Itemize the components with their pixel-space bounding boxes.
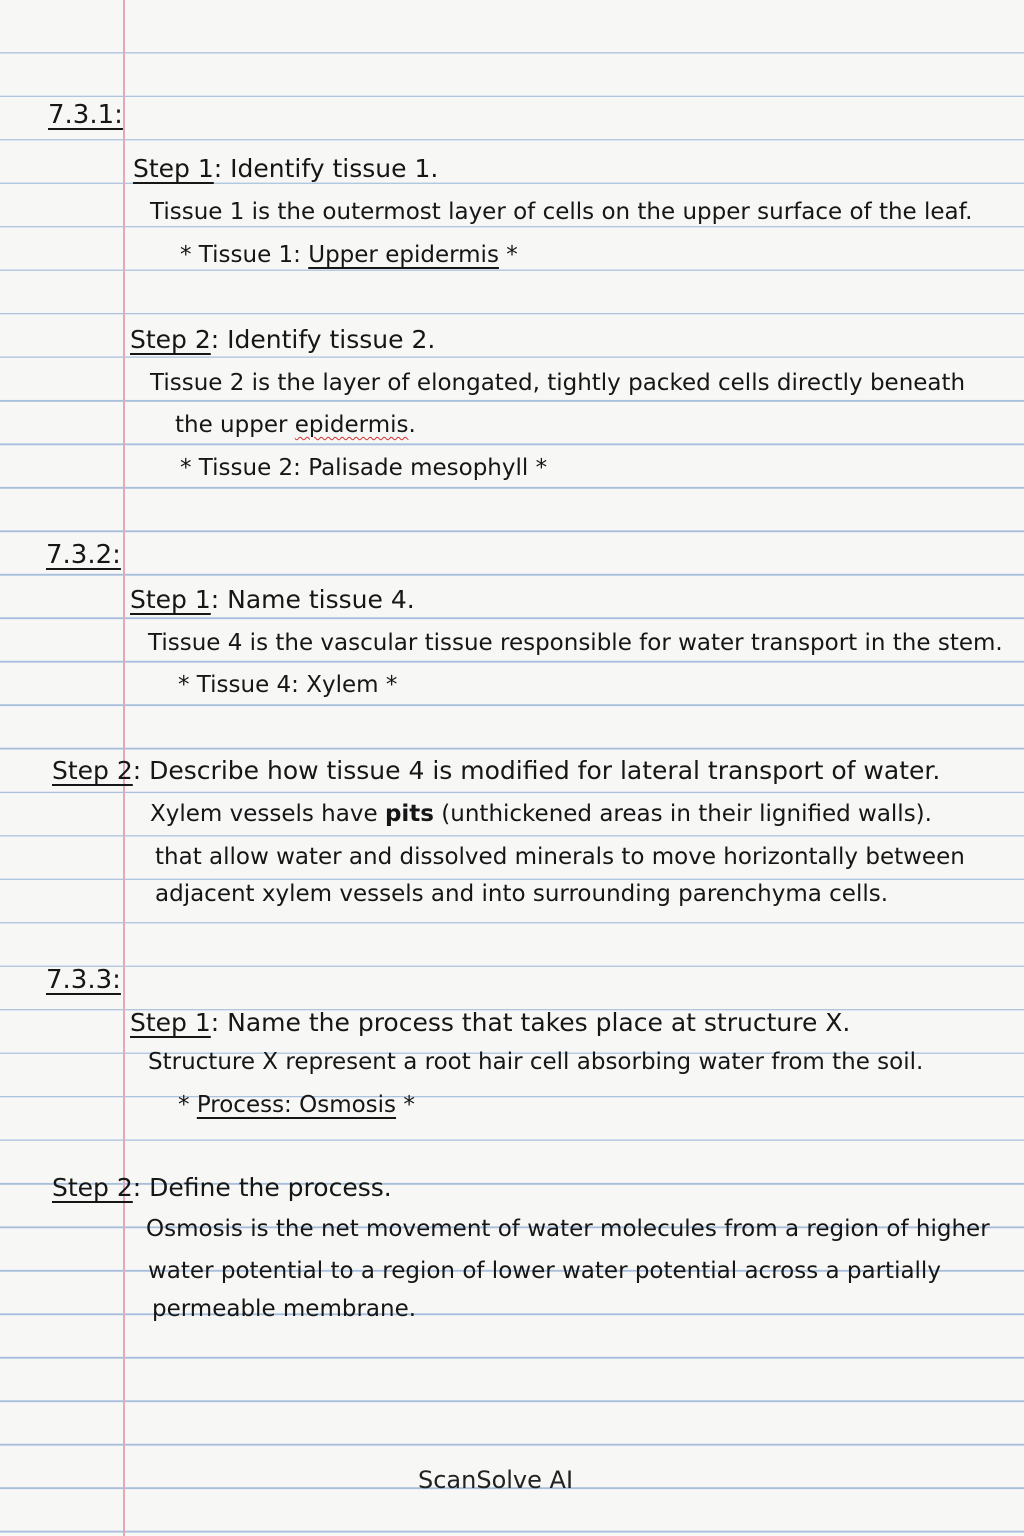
answer-line: * Tissue 2: Palisade mesophyll *: [180, 455, 548, 481]
answer-line: * Tissue 4: Xylem *: [178, 672, 398, 698]
step-line: [52, 1175, 392, 1200]
body-line: Tissue 4 is the vascular tissue responsible for water transport in the stem.: [148, 630, 1003, 656]
emphasis-word: pits: [384, 801, 434, 827]
spellcheck-word: epidermis: [294, 412, 409, 438]
answer-suffix: *: [498, 242, 518, 268]
section-header-7-3-2: 7.3.2:: [46, 540, 121, 570]
body-line: Tissue 2 is the layer of elongated, tightly packed cells directly beneath: [150, 370, 966, 396]
step-line: [130, 587, 415, 612]
body-line: water potential to a region of lower water potential across a partially: [148, 1258, 941, 1284]
footer-brand: ScanSolve AI: [418, 1466, 574, 1494]
step-title: : Define the process.: [132, 1173, 392, 1202]
step-title: : Identify tissue 1.: [213, 154, 439, 183]
body-line: that allow water and dissolved minerals to move horizontally between: [155, 844, 965, 870]
body-text: Xylem vessels have: [150, 801, 385, 827]
answer-value: Process: Osmosis: [196, 1092, 397, 1118]
step-line: [52, 758, 940, 783]
answer-suffix: *: [396, 1092, 415, 1118]
body-line: Tissue 1 is the outermost layer of cells on the upper surface of the leaf.: [150, 199, 973, 225]
body-line: permeable membrane.: [152, 1296, 417, 1322]
answer-prefix: *: [178, 1092, 197, 1118]
step-title: : Name the process that takes place at structure X.: [210, 1008, 851, 1037]
body-line: [175, 414, 416, 437]
answer-value: Upper epidermis: [308, 242, 499, 268]
body-text: .: [408, 412, 416, 438]
body-line: Osmosis is the net movement of water molecules from a region of higher: [146, 1216, 990, 1242]
step-title: : Name tissue 4.: [210, 585, 415, 614]
step-line: [130, 1010, 850, 1035]
step-title: : Describe how tissue 4 is modified for lateral transport of water.: [132, 756, 941, 785]
step-label: Step 2: [130, 325, 211, 354]
body-line: [150, 803, 932, 826]
step-label: Step 1: [130, 585, 211, 614]
section-header-7-3-1: 7.3.1:: [48, 100, 123, 130]
step-label: Step 2: [52, 756, 133, 785]
body-line: adjacent xylem vessels and into surrounding parenchyma cells.: [155, 881, 889, 907]
answer-line: [178, 1094, 415, 1117]
body-text: (unthickened areas in their lignified walls).: [433, 801, 932, 827]
step-label: Step 2: [52, 1173, 133, 1202]
step-title: : Identify tissue 2.: [210, 325, 436, 354]
step-line: [133, 156, 438, 181]
section-header-7-3-3: 7.3.3:: [46, 965, 121, 995]
step-label: Step 1: [130, 1008, 211, 1037]
step-label: Step 1: [133, 154, 214, 183]
body-line: Structure X represent a root hair cell absorbing water from the soil.: [148, 1049, 924, 1075]
step-line: [130, 327, 435, 352]
body-text: the upper: [175, 412, 295, 438]
answer-prefix: * Tissue 1:: [180, 242, 309, 268]
answer-line: [180, 244, 518, 267]
